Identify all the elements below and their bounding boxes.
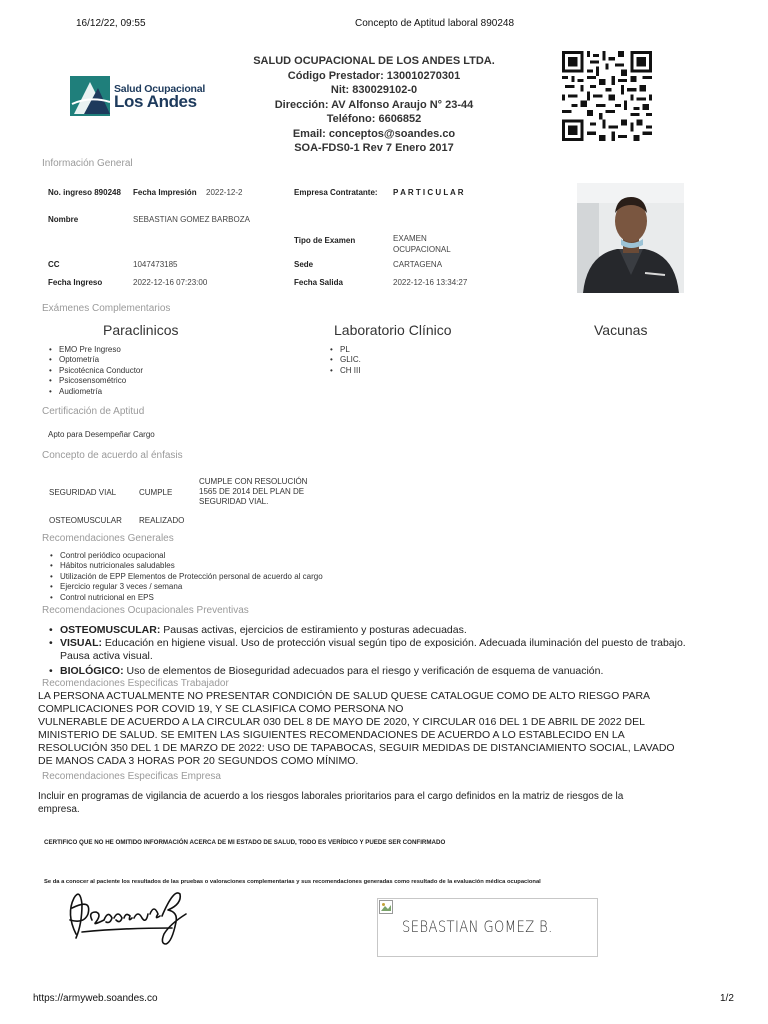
trabajador-line: VULNERABLE DE ACUERDO A LA CIRCULAR 030 DEL 8 DE MAYO DE 2020, Y CIRCULAR 016 DEL 1 DE ABRIL DE 2022 DEL bbox=[38, 716, 645, 728]
footer-url[interactable]: https://armyweb.soandes.co bbox=[33, 993, 158, 1004]
enfasis-estado: CUMPLE bbox=[139, 488, 173, 497]
print-doc-title: Concepto de Aptitud laboral 890248 bbox=[355, 18, 515, 29]
certifico-statement: CERTIFICO QUE NO HE OMITIDO INFORMACIÓN ACERCA DE MI ESTADO DE SALUD, TODO ES VERÍDICO Y PUEDE SER CONFIRMADO bbox=[44, 839, 446, 846]
section-recomendaciones-preventivas: Recomendaciones Ocupacionales Preventivas bbox=[42, 605, 249, 616]
section-recomendaciones-generales: Recomendaciones Generales bbox=[42, 533, 174, 544]
company-form-code: SOA-FDS0-1 Rev 7 Enero 2017 bbox=[294, 142, 454, 154]
paraclinico-item: • Psicosensométrico bbox=[45, 376, 143, 386]
patient-signature-box bbox=[377, 898, 598, 957]
enfasis-detalle-line: 1565 DE 2014 DEL PLAN DE bbox=[199, 487, 305, 496]
fecha-salida-value: 2022-12-16 13:34:27 bbox=[393, 278, 468, 287]
nombre-label: Nombre bbox=[48, 215, 79, 224]
fecha-ingreso-value: 2022-12-16 07:23:00 bbox=[133, 278, 208, 287]
trabajador-line: LA PERSONA ACTUALMENTE NO PRESENTAR CONDICIÓN DE SALUD QUESE CATALOGUE COMO DE ALTO RIESGO PARA bbox=[38, 690, 651, 702]
trabajador-line: RESOLUCIÓN 350 DEL 1 DE MARZO DE 2022: USO DE TAPABOCAS, SEGUIR MEDIDAS DE DISTANCIAMIENTO SOCIAL, LAVADO bbox=[38, 742, 675, 754]
section-enfasis: Concepto de acuerdo al énfasis bbox=[42, 450, 183, 461]
patient-photo bbox=[577, 183, 684, 293]
paraclinicos-title: Paraclinicos bbox=[103, 322, 179, 338]
laboratorio-title: Laboratorio Clínico bbox=[334, 322, 452, 338]
company-address: Dirección: AV Alfonso Araujo N° 23-44 bbox=[274, 98, 474, 111]
company-provider-code: Código Prestador: 130010270301 bbox=[287, 69, 461, 82]
cc-value: 1047473185 bbox=[133, 260, 178, 269]
certificacion-value: Apto para Desempeñar Cargo bbox=[48, 430, 155, 439]
recomendaciones-trabajador-text bbox=[38, 690, 728, 768]
enfasis-area: OSTEOMUSCULAR bbox=[49, 516, 122, 525]
company-email: Email: conceptos@soandes.co bbox=[292, 127, 456, 140]
preventiva-text: Educación en higiene visual. Uso de protección visual según tipo de exposición. Adecuada iluminación del puesto de trabajo. Pausa activa visual. bbox=[60, 637, 686, 662]
trabajador-line: COMPLICACIONES POR COVID 19, Y SE CLASIFICA COMO PERSONA NO bbox=[38, 703, 404, 715]
section-recomendaciones-empresa: Recomendaciones Especificas Empresa bbox=[42, 771, 221, 782]
enfasis-area: SEGURIDAD VIAL bbox=[49, 488, 117, 497]
vacunas-title: Vacunas bbox=[594, 322, 648, 338]
preventiva-text: Uso de elementos de Bioseguridad adecuados para el riesgo y verificación de esquema de vanuación. bbox=[123, 665, 604, 677]
enfasis-detalle bbox=[199, 477, 307, 507]
recomendaciones-preventivas-list bbox=[46, 624, 706, 678]
broken-image-icon bbox=[379, 900, 393, 914]
patient-signature-text: SEBASTIAN GOMEZ B. bbox=[402, 917, 553, 936]
empresa-label: Empresa Contratante: bbox=[294, 188, 378, 197]
empresa-value: P A R T I C U L A R bbox=[393, 188, 464, 197]
preventiva-label: VISUAL: bbox=[60, 637, 102, 649]
preventiva-item bbox=[46, 624, 706, 637]
company-name: SALUD OCUPACIONAL DE LOS ANDES LTDA. bbox=[253, 55, 495, 67]
company-phone: Teléfono: 6606852 bbox=[326, 113, 422, 125]
preventiva-label: OSTEOMUSCULAR: bbox=[60, 624, 161, 636]
footer-page: 1/2 bbox=[720, 993, 734, 1004]
laboratorio-item: • PL bbox=[326, 345, 361, 355]
tipo-examen-value-2: OCUPACIONAL bbox=[393, 245, 451, 254]
sede-value: CARTAGENA bbox=[393, 260, 443, 269]
trabajador-line: MINISTERIO DE SALUD. SE EMITEN LAS SIGUIENTES RECOMENDACIONES DE ACUERDO A LO ESTABLECIDO EN LA bbox=[38, 729, 625, 741]
section-recomendaciones-trabajador: Recomendaciones Especificas Trabajador bbox=[42, 678, 229, 689]
print-datetime: 16/12/22, 09:55 bbox=[76, 18, 146, 29]
preventiva-item bbox=[46, 637, 706, 663]
fecha-salida-label: Fecha Salida bbox=[294, 278, 343, 287]
fecha-impresion-label: Fecha Impresión bbox=[133, 188, 197, 197]
logo-mark-icon bbox=[70, 74, 112, 118]
sede-label: Sede bbox=[294, 260, 314, 269]
se-da-statement: Se da a conocer al paciente los resultados de las pruebas o valoraciones complementarias y sus recomendaciones generadas como resultado de la evaluación médica ocupacional bbox=[44, 879, 541, 885]
logo-text-line1: Salud Ocupacional bbox=[114, 83, 206, 95]
company-nit: Nit: 830029102-0 bbox=[330, 84, 418, 96]
company-logo bbox=[70, 74, 210, 120]
enfasis-detalle-line: SEGURIDAD VIAL. bbox=[199, 497, 269, 506]
cc-label: CC bbox=[48, 260, 60, 269]
paraclinico-item: • Psicotécnica Conductor bbox=[45, 366, 143, 376]
preventiva-text: Pausas activas, ejercicios de estiramiento y posturas adecuadas. bbox=[160, 624, 467, 636]
recomendaciones-empresa-text bbox=[38, 790, 728, 816]
fecha-impresion-value: 2022-12-2 bbox=[206, 188, 243, 197]
paraclinicos-list bbox=[45, 345, 143, 397]
enfasis-estado: REALIZADO bbox=[139, 516, 185, 525]
tipo-examen-value-1: EXAMEN bbox=[393, 234, 427, 243]
paraclinico-item: • EMO Pre Ingreso bbox=[45, 345, 143, 355]
enfasis-detalle-line: CUMPLE CON RESOLUCIÓN bbox=[199, 477, 308, 486]
trabajador-line: DE MANOS CADA 3 HORAS POR 20 SEGUNDOS COMO MÍNIMO. bbox=[38, 755, 359, 767]
recomendacion-item: • Utilización de EPP Elementos de Protección personal de acuerdo al cargo bbox=[46, 572, 323, 582]
section-info-general: Información General bbox=[42, 158, 133, 169]
laboratorio-item: • CH III bbox=[326, 366, 361, 376]
empresa-line: empresa. bbox=[38, 804, 80, 815]
fecha-ingreso-label: Fecha Ingreso bbox=[48, 278, 103, 287]
ingreso-label: No. ingreso 890248 bbox=[48, 188, 121, 197]
logo-text-line2: Los Andes bbox=[114, 92, 197, 111]
recomendacion-item: • Ejercicio regular 3 veces / semana bbox=[46, 582, 323, 592]
recomendacion-item: • Control nutricional en EPS bbox=[46, 593, 323, 603]
doctor-signature bbox=[62, 884, 194, 946]
paraclinico-item: • Optometría bbox=[45, 355, 143, 365]
company-header bbox=[222, 54, 526, 156]
recomendaciones-generales-list bbox=[46, 551, 323, 603]
laboratorio-list bbox=[326, 345, 361, 376]
empresa-line: Incluir en programas de vigilancia de acuerdo a los riesgos laborales prioritarios para el cargo definidos en la matriz de riesgos de la bbox=[38, 791, 624, 802]
laboratorio-item: • GLIC. bbox=[326, 355, 361, 365]
nombre-value: SEBASTIAN GOMEZ BARBOZA bbox=[133, 215, 250, 224]
section-complementarios: Exámenes Complementarios bbox=[42, 303, 171, 314]
tipo-examen-label: Tipo de Examen bbox=[294, 236, 356, 245]
preventiva-label: BIOLÓGICO: bbox=[60, 665, 124, 677]
recomendacion-item: • Control periódico ocupacional bbox=[46, 551, 323, 561]
qr-code bbox=[562, 51, 652, 141]
recomendacion-item: • Hábitos nutricionales saludables bbox=[46, 561, 323, 571]
preventiva-item bbox=[46, 665, 706, 678]
section-certificacion: Certificación de Aptitud bbox=[42, 406, 145, 417]
paraclinico-item: • Audiometría bbox=[45, 387, 143, 397]
